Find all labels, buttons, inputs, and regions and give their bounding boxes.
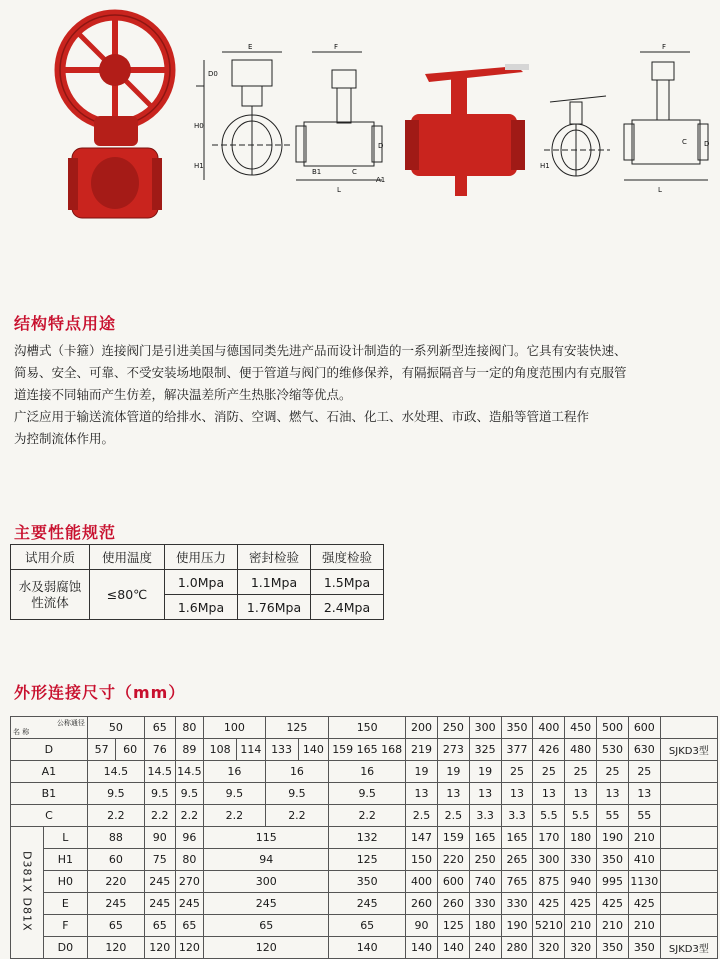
dn-cell: 150 — [329, 717, 406, 739]
value-cell: 25 — [501, 761, 533, 783]
corner-header — [11, 717, 88, 739]
pressure-cell: 1.0Mpa — [165, 570, 238, 595]
diagram1-label-D: D — [378, 142, 384, 150]
d-cell: 114 — [237, 739, 266, 761]
model-cell — [660, 915, 717, 937]
value-cell: 2.2 — [204, 805, 265, 827]
seal-test-cell: 1.1Mpa — [238, 570, 311, 595]
header-seal-test: 密封检验 — [238, 545, 311, 570]
value-cell: 270 — [175, 871, 204, 893]
features-line: 为控制流体作用。 — [14, 431, 115, 446]
value-cell: 410 — [628, 849, 660, 871]
value-cell: 19 — [406, 761, 438, 783]
value-cell: 13 — [628, 783, 660, 805]
diagram1-label-B1: B1 — [312, 168, 322, 176]
diagram1-label-F: F — [334, 43, 339, 51]
value-cell: 350 — [597, 849, 629, 871]
value-cell: 125 — [329, 849, 406, 871]
value-cell: 25 — [597, 761, 629, 783]
value-cell: 245 — [329, 893, 406, 915]
row-name: A1 — [11, 761, 88, 783]
strength-test-cell: 1.5Mpa — [311, 570, 384, 595]
dn-cell: 600 — [628, 717, 660, 739]
model-cell — [660, 717, 717, 739]
dn-cell: 80 — [175, 717, 204, 739]
row-name: D — [11, 739, 88, 761]
row-name: L — [43, 827, 87, 849]
d-cell: 273 — [437, 739, 469, 761]
value-cell: 210 — [628, 827, 660, 849]
value-cell: 240 — [469, 937, 501, 959]
value-cell: 250 — [469, 849, 501, 871]
value-cell: 13 — [501, 783, 533, 805]
value-cell: 170 — [533, 827, 565, 849]
value-cell: 245 — [144, 871, 175, 893]
value-cell: 90 — [144, 827, 175, 849]
value-cell: 120 — [144, 937, 175, 959]
value-cell: 60 — [87, 849, 144, 871]
value-cell: 245 — [144, 893, 175, 915]
value-cell: 65 — [144, 915, 175, 937]
value-cell: 9.5 — [265, 783, 329, 805]
table-row — [11, 805, 718, 827]
value-cell: 180 — [565, 827, 597, 849]
rows-a-group — [11, 761, 718, 827]
diagram2-label-L: L — [658, 186, 662, 194]
value-cell: 5210 — [533, 915, 565, 937]
value-cell: 140 — [406, 937, 438, 959]
value-cell: 13 — [565, 783, 597, 805]
value-cell: 9.5 — [175, 783, 204, 805]
model-cell — [660, 849, 717, 871]
features-paragraph — [14, 340, 718, 450]
header-strength-test: 强度检验 — [311, 545, 384, 570]
value-cell: 330 — [565, 849, 597, 871]
value-cell: 159 — [437, 827, 469, 849]
diagram2-label-D: D — [704, 140, 710, 148]
strength-test-cell: 2.4Mpa — [311, 595, 384, 620]
model-top-cell: SJKD3型 — [660, 739, 717, 761]
temperature-cell: ≤80℃ — [90, 570, 165, 620]
value-cell: 210 — [565, 915, 597, 937]
section-title-dimensions: 外形连接尺寸（mm） — [14, 683, 186, 702]
table-row — [11, 915, 718, 937]
dn-cell: 450 — [565, 717, 597, 739]
value-cell: 115 — [204, 827, 329, 849]
valve-photo-lever-operated — [405, 58, 535, 203]
value-cell: 80 — [175, 849, 204, 871]
table-row — [11, 570, 384, 595]
value-cell: 220 — [87, 871, 144, 893]
rows-b-group — [11, 827, 718, 959]
diagram1-label-L: L — [337, 186, 341, 194]
features-line: 广泛应用于输送流体管道的给排水、消防、空调、燃气、石油、化工、水处理、市政、造船等管道工程作 — [14, 409, 590, 424]
value-cell: 190 — [501, 915, 533, 937]
diagram1-label-H0: H0 — [194, 122, 204, 130]
row-name: D0 — [43, 937, 87, 959]
value-cell: 260 — [406, 893, 438, 915]
header-medium: 试用介质 — [11, 545, 90, 570]
value-cell: 940 — [565, 871, 597, 893]
value-cell: 13 — [597, 783, 629, 805]
d-cell: 426 — [533, 739, 565, 761]
value-cell: 13 — [437, 783, 469, 805]
valve-dimension-diagram-1 — [192, 40, 392, 200]
value-cell: 3.3 — [501, 805, 533, 827]
table-header-row — [11, 545, 384, 570]
diagram1-label-H1: H1 — [194, 162, 204, 170]
value-cell: 165 — [501, 827, 533, 849]
value-cell: 210 — [628, 915, 660, 937]
value-cell: 140 — [437, 937, 469, 959]
model-cell — [660, 805, 717, 827]
table-row — [11, 739, 718, 761]
value-cell: 150 — [406, 849, 438, 871]
value-cell: 65 — [175, 915, 204, 937]
diagram2-label-F: F — [662, 43, 667, 51]
value-cell: 350 — [329, 871, 406, 893]
header-temperature: 使用温度 — [90, 545, 165, 570]
value-cell: 65 — [87, 915, 144, 937]
pressure-cell: 1.6Mpa — [165, 595, 238, 620]
value-cell: 3.3 — [469, 805, 501, 827]
d-cell: 530 — [597, 739, 629, 761]
value-cell: 65 — [329, 915, 406, 937]
performance-spec-table — [10, 544, 384, 620]
value-cell: 245 — [204, 893, 329, 915]
table-row — [11, 937, 718, 959]
value-cell: 400 — [406, 871, 438, 893]
value-cell: 19 — [469, 761, 501, 783]
d-cell: 219 — [406, 739, 438, 761]
dn-cell: 400 — [533, 717, 565, 739]
model-group-text: D381X D81X — [20, 850, 34, 932]
value-cell: 88 — [87, 827, 144, 849]
value-cell: 190 — [597, 827, 629, 849]
corner-bottom-label: 名 称 — [13, 727, 30, 736]
value-cell: 2.2 — [144, 805, 175, 827]
row-name: B1 — [11, 783, 88, 805]
d-cell: 159 165 168 — [329, 739, 406, 761]
value-cell: 120 — [87, 937, 144, 959]
dn-cell: 300 — [469, 717, 501, 739]
value-cell: 125 — [437, 915, 469, 937]
value-cell: 2.2 — [329, 805, 406, 827]
dn-header-row — [11, 717, 718, 739]
value-cell: 2.5 — [437, 805, 469, 827]
value-cell: 16 — [204, 761, 265, 783]
dimension-table — [10, 716, 718, 959]
valve-photo-gear-operated — [50, 8, 180, 220]
row-name: H1 — [43, 849, 87, 871]
value-cell: 16 — [329, 761, 406, 783]
value-cell: 2.2 — [87, 805, 144, 827]
d-cell: 89 — [175, 739, 204, 761]
section-title-features: 结构特点用途 — [14, 314, 117, 333]
value-cell: 875 — [533, 871, 565, 893]
product-image-strip — [0, 0, 720, 230]
dn-cell: 350 — [501, 717, 533, 739]
valve-dimension-diagram-2 — [540, 40, 718, 200]
value-cell: 13 — [469, 783, 501, 805]
value-cell: 147 — [406, 827, 438, 849]
value-cell: 9.5 — [329, 783, 406, 805]
model-cell — [660, 827, 717, 849]
d-cell: 140 — [298, 739, 329, 761]
value-cell: 120 — [204, 937, 329, 959]
value-cell: 425 — [533, 893, 565, 915]
value-cell: 180 — [469, 915, 501, 937]
value-cell: 90 — [406, 915, 438, 937]
section-title-performance: 主要性能规范 — [14, 523, 117, 542]
value-cell: 2.5 — [406, 805, 438, 827]
value-cell: 210 — [597, 915, 629, 937]
value-cell: 25 — [565, 761, 597, 783]
value-cell: 96 — [175, 827, 204, 849]
diagram2-label-H1: H1 — [540, 162, 550, 170]
value-cell: 94 — [204, 849, 329, 871]
d-cell: 377 — [501, 739, 533, 761]
diagram1-label-D0: D0 — [208, 70, 218, 78]
row-name: C — [11, 805, 88, 827]
model-cell — [660, 783, 717, 805]
value-cell: 120 — [175, 937, 204, 959]
value-cell: 765 — [501, 871, 533, 893]
value-cell: 14.5 — [175, 761, 204, 783]
value-cell: 1130 — [628, 871, 660, 893]
value-cell: 5.5 — [533, 805, 565, 827]
diagram1-label-A1: A1 — [376, 176, 386, 184]
d-cell: 133 — [265, 739, 298, 761]
value-cell: 320 — [565, 937, 597, 959]
value-cell: 16 — [265, 761, 329, 783]
table-row — [11, 871, 718, 893]
dn-cell: 100 — [204, 717, 265, 739]
value-cell: 300 — [204, 871, 329, 893]
value-cell: 2.2 — [265, 805, 329, 827]
value-cell: 600 — [437, 871, 469, 893]
model-group-label — [11, 827, 44, 959]
model-cell — [660, 871, 717, 893]
row-name: F — [43, 915, 87, 937]
value-cell: 740 — [469, 871, 501, 893]
value-cell: 245 — [87, 893, 144, 915]
value-cell: 14.5 — [87, 761, 144, 783]
d-cell: 480 — [565, 739, 597, 761]
model-cell: SJKD3型 — [660, 937, 717, 959]
value-cell: 165 — [469, 827, 501, 849]
dn-cell: 50 — [87, 717, 144, 739]
value-cell: 330 — [469, 893, 501, 915]
dn-cell: 500 — [597, 717, 629, 739]
header-pressure: 使用压力 — [165, 545, 238, 570]
dn-cell: 200 — [406, 717, 438, 739]
value-cell: 14.5 — [144, 761, 175, 783]
medium-cell: 水及弱腐蚀性流体 — [11, 570, 90, 620]
value-cell: 25 — [628, 761, 660, 783]
value-cell: 280 — [501, 937, 533, 959]
value-cell: 9.5 — [204, 783, 265, 805]
value-cell: 55 — [628, 805, 660, 827]
features-line: 沟槽式（卡箍）连接阀门是引进美国与德国同类先进产品而设计制造的一系列新型连接阀门。它具有安装快速、 — [14, 343, 627, 358]
table-row — [11, 827, 718, 849]
value-cell: 65 — [204, 915, 329, 937]
value-cell: 245 — [175, 893, 204, 915]
features-line: 道连接不同轴而产生仿差，解决温差所产生热胀冷缩等优点。 — [14, 387, 352, 402]
value-cell: 350 — [597, 937, 629, 959]
value-cell: 9.5 — [87, 783, 144, 805]
table-row — [11, 893, 718, 915]
seal-test-cell: 1.76Mpa — [238, 595, 311, 620]
value-cell: 425 — [628, 893, 660, 915]
value-cell: 13 — [406, 783, 438, 805]
model-cell — [660, 761, 717, 783]
value-cell: 25 — [533, 761, 565, 783]
table-row — [11, 783, 718, 805]
diagram2-label-C: C — [682, 138, 687, 146]
table-row — [11, 761, 718, 783]
value-cell: 425 — [565, 893, 597, 915]
value-cell: 13 — [533, 783, 565, 805]
value-cell: 132 — [329, 827, 406, 849]
diagram1-label-E: E — [248, 43, 253, 51]
value-cell: 19 — [437, 761, 469, 783]
value-cell: 9.5 — [144, 783, 175, 805]
d-cell: 76 — [144, 739, 175, 761]
dn-cell: 65 — [144, 717, 175, 739]
dn-cell: 125 — [265, 717, 329, 739]
row-name: H0 — [43, 871, 87, 893]
corner-top-label: 公称通径 — [56, 718, 85, 727]
value-cell: 300 — [533, 849, 565, 871]
features-line: 简易、安全、可靠、不受安装场地限制、便于管道与阀门的维修保养，有隔振隔音与一定的角度范围内有克服管 — [14, 365, 627, 380]
d-cell: 630 — [628, 739, 660, 761]
value-cell: 140 — [329, 937, 406, 959]
d-cell: 60 — [116, 739, 145, 761]
d-cell: 57 — [87, 739, 116, 761]
d-cell: 108 — [204, 739, 237, 761]
value-cell: 220 — [437, 849, 469, 871]
value-cell: 350 — [628, 937, 660, 959]
table-row — [11, 849, 718, 871]
dn-cell: 250 — [437, 717, 469, 739]
d-cell: 325 — [469, 739, 501, 761]
value-cell: 320 — [533, 937, 565, 959]
value-cell: 995 — [597, 871, 629, 893]
value-cell: 265 — [501, 849, 533, 871]
value-cell: 2.2 — [175, 805, 204, 827]
value-cell: 425 — [597, 893, 629, 915]
model-cell — [660, 893, 717, 915]
value-cell: 330 — [501, 893, 533, 915]
value-cell: 5.5 — [565, 805, 597, 827]
value-cell: 260 — [437, 893, 469, 915]
row-name: E — [43, 893, 87, 915]
diagram1-label-C: C — [352, 168, 357, 176]
value-cell: 75 — [144, 849, 175, 871]
value-cell: 55 — [597, 805, 629, 827]
